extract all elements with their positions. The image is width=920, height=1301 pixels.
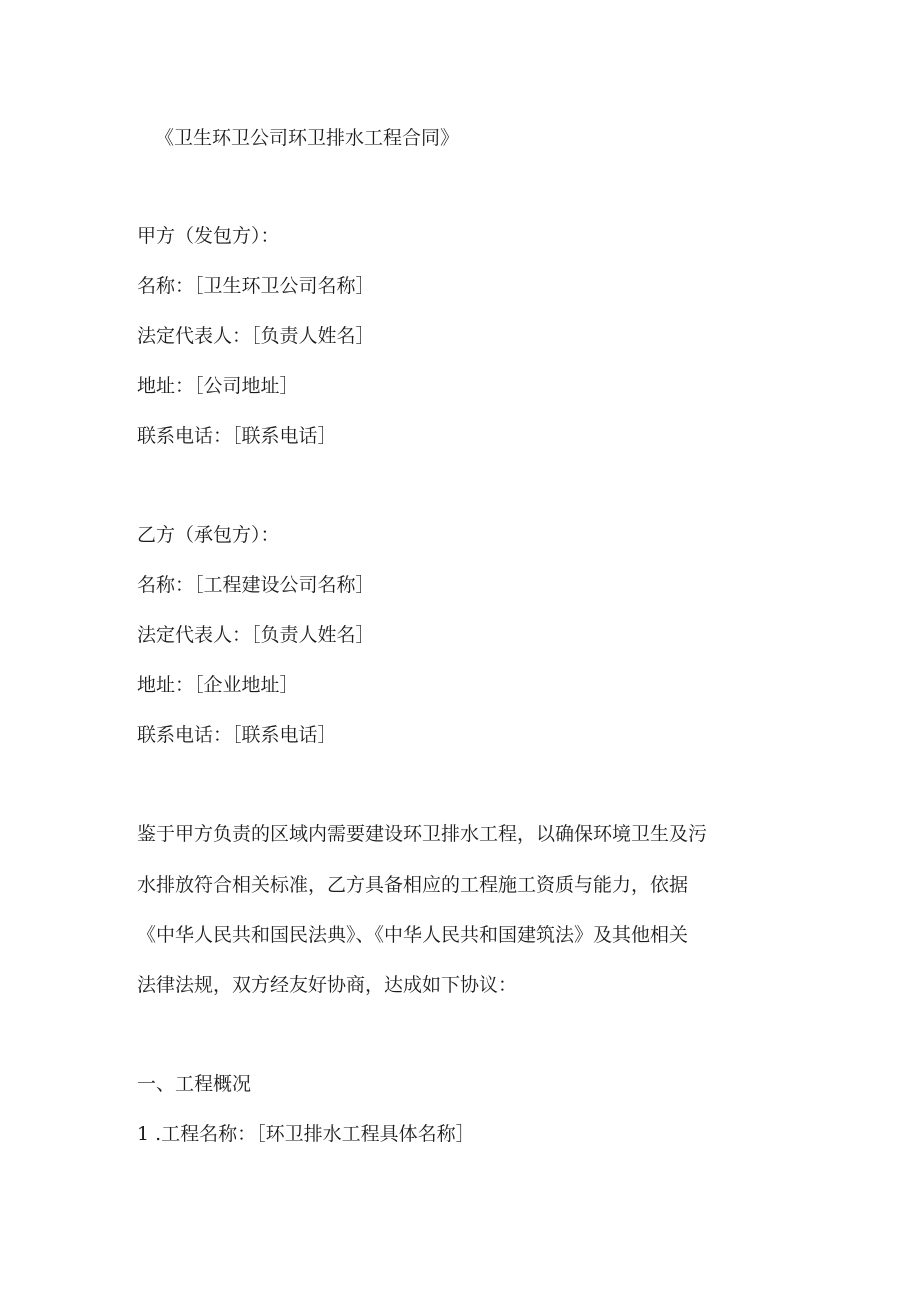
party-a-address: 地址：［公司地址］ xyxy=(137,375,299,397)
party-a-representative: 法定代表人：［负责人姓名］ xyxy=(137,325,375,347)
party-b-address: 地址：［企业地址］ xyxy=(137,674,299,696)
preamble-line: 法律法规，双方经友好协商，达成如下协议： xyxy=(137,974,518,996)
preamble-line: 鉴于甲方负责的区域内需要建设环卫排水工程，以确保环境卫生及污 xyxy=(137,823,708,845)
document-title: 《卫生环卫公司环卫排水工程合同》 xyxy=(155,127,460,149)
party-b-name: 名称：［工程建设公司名称］ xyxy=(137,574,375,596)
section-heading: 一、工程概况 xyxy=(137,1073,252,1095)
preamble-line: 《中华人民共和国民法典》、《中华人民共和国建筑法》及其他相关 xyxy=(137,924,689,946)
preamble-line: 水排放符合相关标准，乙方具备相应的工程施工资质与能力，依据 xyxy=(137,874,689,896)
party-a-phone: 联系电话：［联系电话］ xyxy=(137,425,337,447)
party-b-representative: 法定代表人：［负责人姓名］ xyxy=(137,624,375,646)
party-a-name: 名称：［卫生环卫公司名称］ xyxy=(137,275,375,297)
section-item: 1 .工程名称：［环卫排水工程具体名称］ xyxy=(137,1123,475,1145)
party-b-phone: 联系电话：［联系电话］ xyxy=(137,724,337,746)
party-b-heading: 乙方（承包方）： xyxy=(137,524,280,546)
party-a-heading: 甲方（发包方）： xyxy=(137,225,280,247)
